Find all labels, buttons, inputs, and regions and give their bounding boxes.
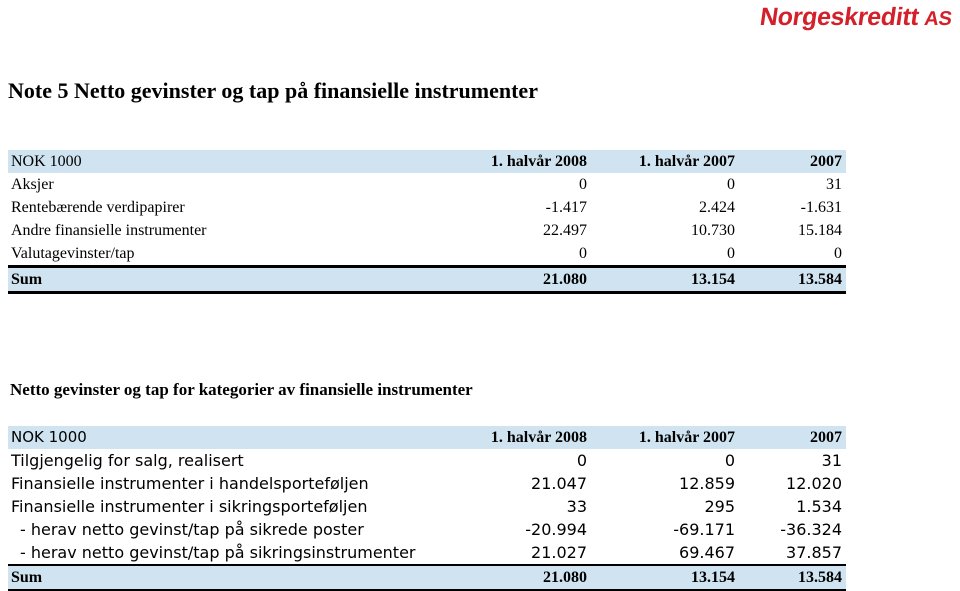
cell-value: 0 bbox=[727, 176, 735, 193]
cell-value: 12.020 bbox=[786, 474, 842, 493]
header-2007: 2007 bbox=[739, 150, 846, 173]
table-row bbox=[8, 242, 846, 267]
row-label: Rentebærende verdipapirer bbox=[11, 199, 185, 216]
cell-value: 21.027 bbox=[531, 543, 587, 562]
sum-label: Sum bbox=[8, 565, 466, 590]
table-row bbox=[8, 518, 846, 541]
table-row bbox=[8, 495, 846, 518]
sum-label: Sum bbox=[8, 267, 466, 293]
sum-value: 21.080 bbox=[466, 267, 591, 293]
header-2007: 2007 bbox=[739, 426, 846, 449]
category-table bbox=[8, 426, 846, 591]
sum-value: 13.584 bbox=[739, 267, 846, 293]
table-row bbox=[8, 196, 846, 219]
sum-value: 21.080 bbox=[466, 565, 591, 590]
cell-value: -69.171 bbox=[673, 520, 735, 539]
row-label: Tilgjengelig for salg, realisert bbox=[11, 451, 244, 470]
header-h1-2007: 1. halvår 2007 bbox=[591, 150, 739, 173]
row-label: Finansielle instrumenter i sikringsporteføljen bbox=[11, 497, 368, 516]
sum-value: 13.154 bbox=[591, 267, 739, 293]
header-currency: NOK 1000 bbox=[8, 426, 466, 449]
header-currency: NOK 1000 bbox=[8, 150, 466, 173]
cell-value: 31 bbox=[826, 176, 842, 193]
cell-value: 10.730 bbox=[691, 222, 735, 239]
row-label: Finansielle instrumenter i handelsporteføljen bbox=[11, 474, 369, 493]
row-label: Valutagevinster/tap bbox=[11, 245, 135, 262]
table-row bbox=[8, 449, 846, 472]
sum-row bbox=[8, 267, 846, 293]
table-row bbox=[8, 541, 846, 565]
sum-value: 13.154 bbox=[591, 565, 739, 590]
cell-value: 0 bbox=[576, 451, 587, 470]
table-header-row bbox=[8, 426, 846, 449]
cell-value: 37.857 bbox=[786, 543, 842, 562]
cell-value: 0 bbox=[724, 451, 735, 470]
sum-row bbox=[8, 565, 846, 590]
row-label: Andre finansielle instrumenter bbox=[11, 222, 207, 239]
cell-value: 22.497 bbox=[543, 222, 587, 239]
cell-value: 0 bbox=[727, 245, 735, 262]
cell-value: 69.467 bbox=[679, 543, 735, 562]
cell-value: 2.424 bbox=[699, 199, 735, 216]
cell-value: 0 bbox=[834, 245, 842, 262]
cell-value: -1.417 bbox=[545, 199, 587, 216]
cell-value: 33 bbox=[566, 497, 587, 516]
header-h1-2008: 1. halvår 2008 bbox=[466, 426, 591, 449]
table-row bbox=[8, 472, 846, 495]
row-label: - herav netto gevinst/tap på sikrede poster bbox=[20, 520, 364, 539]
cell-value: -36.324 bbox=[780, 520, 842, 539]
logo-name: Norgeskreditt bbox=[758, 3, 921, 31]
cell-value: 15.184 bbox=[798, 222, 842, 239]
cell-value: 12.859 bbox=[679, 474, 735, 493]
cell-value: 0 bbox=[579, 245, 587, 262]
note-title: Note 5 Netto gevinster og tap på finansielle instrumenter bbox=[8, 78, 538, 103]
cell-value: -20.994 bbox=[525, 520, 587, 539]
table-header-row bbox=[8, 150, 846, 173]
row-label: Aksjer bbox=[11, 176, 54, 193]
row-label: - herav netto gevinst/tap på sikringsinstrumenter bbox=[20, 543, 416, 562]
header-h1-2007: 1. halvår 2007 bbox=[591, 426, 739, 449]
cell-value: 31 bbox=[821, 451, 842, 470]
cell-value: 0 bbox=[579, 176, 587, 193]
section-subtitle: Netto gevinster og tap for kategorier av finansielle instrumenter bbox=[10, 380, 473, 399]
logo-suffix: AS bbox=[923, 8, 954, 30]
table-row bbox=[8, 219, 846, 242]
cell-value: -1.631 bbox=[800, 199, 842, 216]
cell-value: 295 bbox=[704, 497, 735, 516]
norgeskreditt-logo bbox=[758, 3, 954, 32]
sum-value: 13.584 bbox=[739, 565, 846, 590]
cell-value: 1.534 bbox=[796, 497, 842, 516]
gains-losses-table bbox=[8, 150, 846, 294]
cell-value: 21.047 bbox=[531, 474, 587, 493]
table-row bbox=[8, 173, 846, 196]
header-h1-2008: 1. halvår 2008 bbox=[466, 150, 591, 173]
